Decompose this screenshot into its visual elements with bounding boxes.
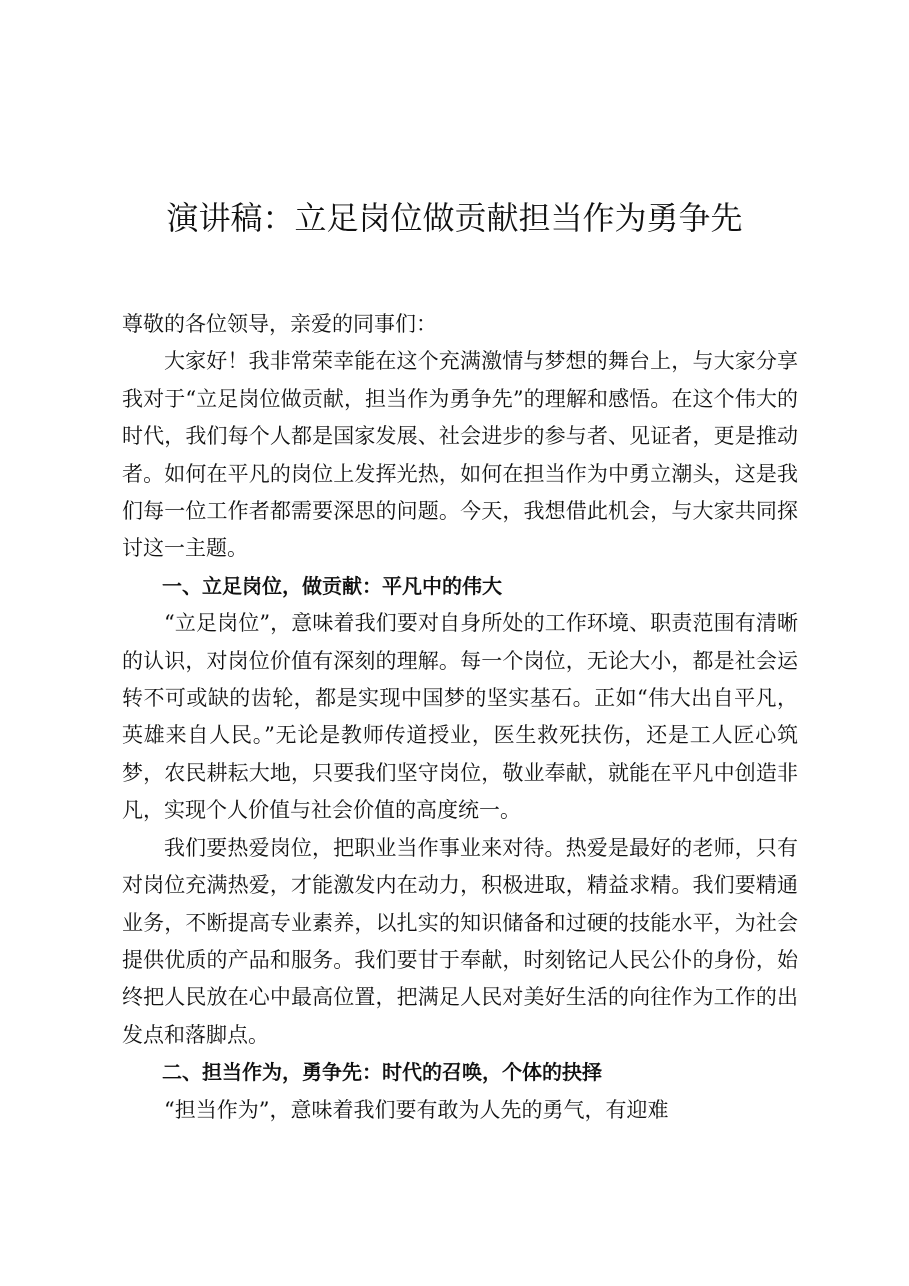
section-heading-1: 一、立足岗位，做贡献：平凡中的伟大 [162, 573, 502, 598]
paragraph-intro: 大家好！我非常荣幸能在这个充满激情与梦想的舞台上，与大家分享我对于“立足岗位做贡献，担当作为勇争先”的理解和感悟。在这个伟大的时代，我们每个人都是国家发展、社会进步的参与者、见证者，更是推动者。如何在平凡的岗位上发挥光热，如何在担当作为中勇立潮头，这是我们每一位工作者都需要深思的问题。今天，我想借此机会，与大家共同探讨这一主题。 [122, 349, 798, 561]
paragraph-love-post: 我们要热爱岗位，把职业当作事业来对待。热爱是最好的老师，只有对岗位充满热爱，才能激发内在动力，积极进取，精益求精。我们要精通业务，不断提高专业素养，以扎实的知识储备和过硬的技能水平，为社会提供优质的产品和服务。我们要甘于奉献，时刻铭记人民公仆的身份，始终把人民放在心中最高位置，把满足人民对美好生活的向往作为工作的出发点和落脚点。 [122, 835, 798, 1047]
document-title: 演讲稿：立足岗位做贡献担当作为勇争先 [166, 199, 743, 237]
greeting-line: 尊敬的各位领导，亲爱的同事们： [122, 312, 437, 336]
paragraph-post-meaning: “立足岗位”，意味着我们要对自身所处的工作环境、职责范围有清晰的认识，对岗位价值有深刻的理解。每一个岗位，无论大小，都是社会运转不可或缺的齿轮，都是实现中国梦的坚实基石。正如“伟大出自平凡，英雄来自人民。”无论是教师传道授业，医生救死扶伤，还是工人匠心筑梦，农民耕耘大地，只要我们坚守岗位，敬业奉献，就能在平凡中创造非凡，实现个人价值与社会价值的高度统一。 [122, 611, 798, 823]
document-body [122, 306, 798, 1129]
section-heading-2: 二、担当作为，勇争先：时代的召唤，个体的抉择 [162, 1060, 602, 1085]
paragraph-responsibility: “担当作为”，意味着我们要有敢为人先的勇气，有迎难 [164, 1097, 669, 1122]
